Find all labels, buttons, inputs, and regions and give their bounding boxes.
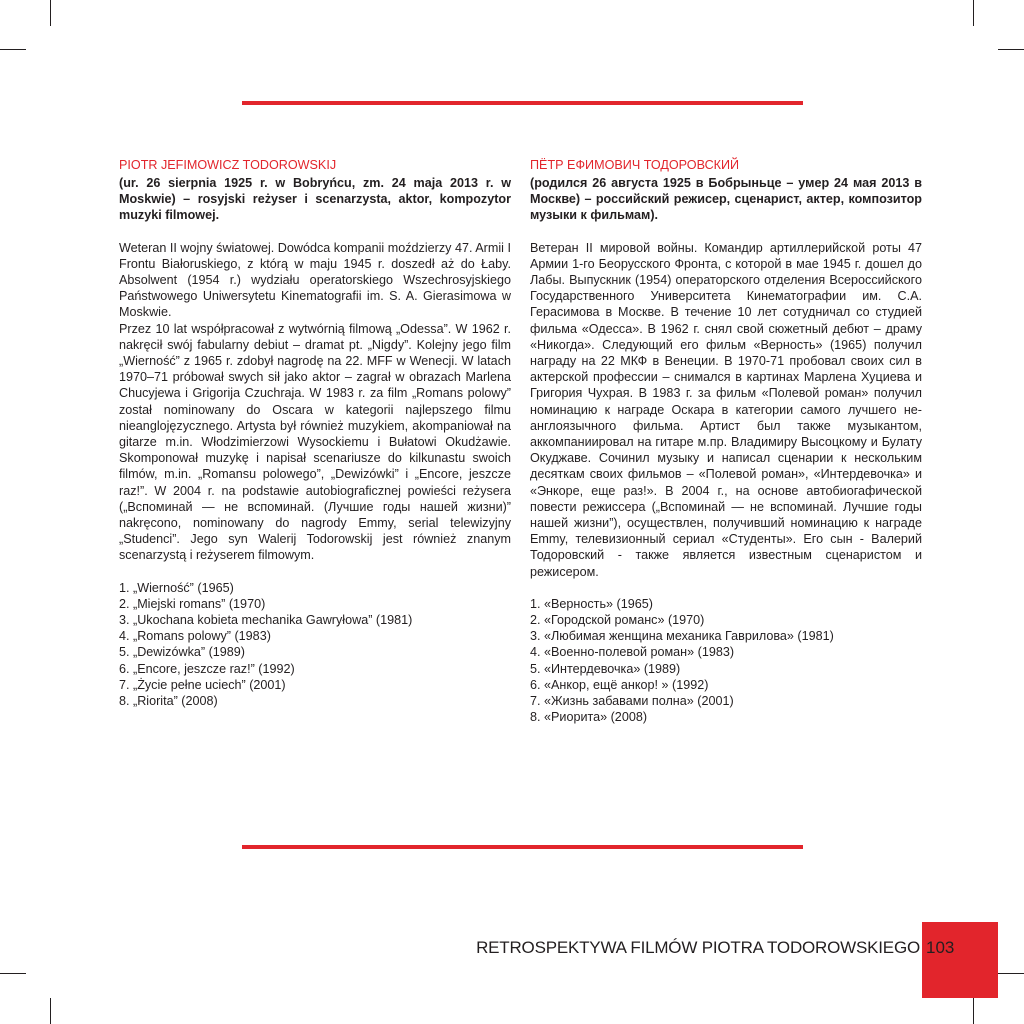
polish-name-heading: PIOTR JEFIMOWICZ TODOROWSKIJ [119, 158, 337, 172]
film-item: 2. „Miejski romans” (1970) [119, 596, 266, 611]
running-footer: RETROSPEKTYWA FILMÓW PIOTRA TODOROWSKIEGO [476, 938, 920, 957]
polish-column [119, 157, 511, 709]
page-number: 103 [926, 938, 955, 957]
russian-column [530, 157, 922, 726]
crop-mark [973, 998, 974, 1024]
film-item: 5. „Dewizówka” (1989) [119, 645, 245, 660]
polish-subtitle: (ur. 26 sierpnia 1925 r. w Bobryńcu, zm. 24 maja 2013 r. w Moskwie) – rosyjski reżyser i scenarzysta, aktor, kompozytor muzyki filmowej. [119, 176, 511, 223]
polish-paragraph: Przez 10 lat współpracował z wytwórnią filmową „Odessa”. W 1962 r. nakręcił swój fabularny debiut – dramat pt. „Nigdy”. Kolejny jego film „Wierność” z 1965 r. zdobył nagrodę na 22. MFF w Wenecji. W latach 1970–71 próbował swych sił jako aktor – zagrał w obrazach Marlena Chucyjewa i Grigorija Czuchraja. W 1983 r. za film „Romans polowy” został nominowany do Oscara w kategorii najlepszego filmu nieanglojęzycznego. Artysta był również muzykiem, akompaniował na gitarze m.in. Włodzimierzowi Wysockiemu i Bułatowi Okudżawie. Skomponował muzykę i napisał scenariusze do kilkunastu swoich filmów, m.in. „Romansu polowego”, „Dewizówki” i „Encore, jeszcze raz!”. W 2004 r. na podstawie autobiograficznej powieści reżysera („Вспоминай — не вспоминай. (Лучшие годы нашей жизни)” nakręcono, nominowany do nagrody Emmy, serial telewizyjny „Studenci”. Jego syn Walerij Todorowskij jest również znanym scenarzystą i reżyserem filmowym. [119, 321, 511, 563]
crop-mark [0, 49, 26, 50]
film-item: 4. „Romans polowy” (1983) [119, 629, 271, 644]
russian-subtitle: (родился 26 августа 1925 в Бобрыньце – умер 24 мая 2013 в Москве) – российский режисер, сценарист, актер, композитор музыки к фильмам). [530, 176, 922, 223]
film-item: 3. «Любимая женщина механика Гаврилова» (1981) [530, 629, 834, 644]
bottom-red-rule [242, 845, 803, 849]
film-item: 8. „Riorita” (2008) [119, 694, 218, 709]
polish-paragraph: Weteran II wojny światowej. Dowódca kompanii moździerzy 47. Armii I Frontu Białoruskiego, z którą w maju 1945 r. doszedł aż do Łaby. Absolwent (1954 r.) wydziału operatorskiego Wszechrosyjskiego Państwowego Uniwersytetu Kinematografii im. S. A. Gierasimowa w Moskwie. [119, 240, 511, 320]
film-item: 7. «Жизнь забавами полна» (2001) [530, 694, 734, 709]
crop-mark [998, 49, 1024, 50]
film-item: 6. „Encore, jeszcze raz!” (1992) [119, 661, 295, 676]
film-item: 3. „Ukochana kobieta mechanika Gawryłowa” (1981) [119, 613, 413, 628]
top-red-rule [242, 101, 803, 105]
russian-paragraph: Ветеран II мировой войны. Командир артиллерийской роты 47 Армии 1-го Беорусского Фронта, с которой в мае 1945 г. дошел до Лабы. Выпускник (1954) операторского отделения Всероссийского Государственного Университета Кинематографии им. С.А. Герасимова в Москве. В течение 10 лет сотудничал со студией фильма «Одесса». В 1962 г. снял свой сюжетный дебют – драму «Никогда». Следующий его фильм «Верность» (1965) получил награду на 22 МКФ в Венеции. В 1970-71 пробовал своих сил в актерской профессии – снимался в картинах Марлена Хуциева и Григория Чухрая. В 1983 г. за фильм «Полевой роман» получил номинацию к награде Оскара в категории самого лучшего не-англоязычного фильма. Артист был также музыкантом, аккомпаниировал на гитаре м.пр. Владимиру Высоцкому и Булату Окуджаве. Сочинил музыку и написал сценарии к нескольким десяткам своих фильмов – «Полевой роман», «Интердевочка» и «Энкоре, еще раз!». В 2004 г., на основе автобиогафической повести режиссера („Вспоминай — не вспоминай. Лучшие годы нашей жизни”), осуществлен, получивший номинацию к награде Emmy, телевизионный сериал «Студенты». Его сын - Валерий Тодоровский - также является известным сценаристом и режисером. [530, 240, 922, 579]
film-item: 4. «Военно-полевой роман» (1983) [530, 645, 735, 660]
film-item: 1. „Wierność” (1965) [119, 580, 234, 595]
crop-mark [0, 973, 26, 974]
film-item: 7. „Życie pełne uciech” (2001) [119, 677, 286, 692]
film-item: 5. «Интердевочка» (1989) [530, 661, 681, 676]
page-number-box [922, 922, 998, 998]
film-item: 8. «Риорита» (2008) [530, 710, 648, 725]
film-item: 1. «Верность» (1965) [530, 596, 653, 611]
film-item: 2. «Городской романс» (1970) [530, 613, 705, 628]
russian-name-heading: ПЁТР ЕФИМОВИЧ ТОДОРОВСКИЙ [530, 158, 740, 172]
film-item: 6. «Анкор, ещё анкор! » (1992) [530, 677, 709, 692]
russian-filmography [530, 596, 922, 726]
crop-mark [50, 0, 51, 26]
polish-filmography [119, 580, 511, 710]
crop-mark [998, 973, 1024, 974]
crop-mark [973, 0, 974, 26]
crop-mark [50, 998, 51, 1024]
